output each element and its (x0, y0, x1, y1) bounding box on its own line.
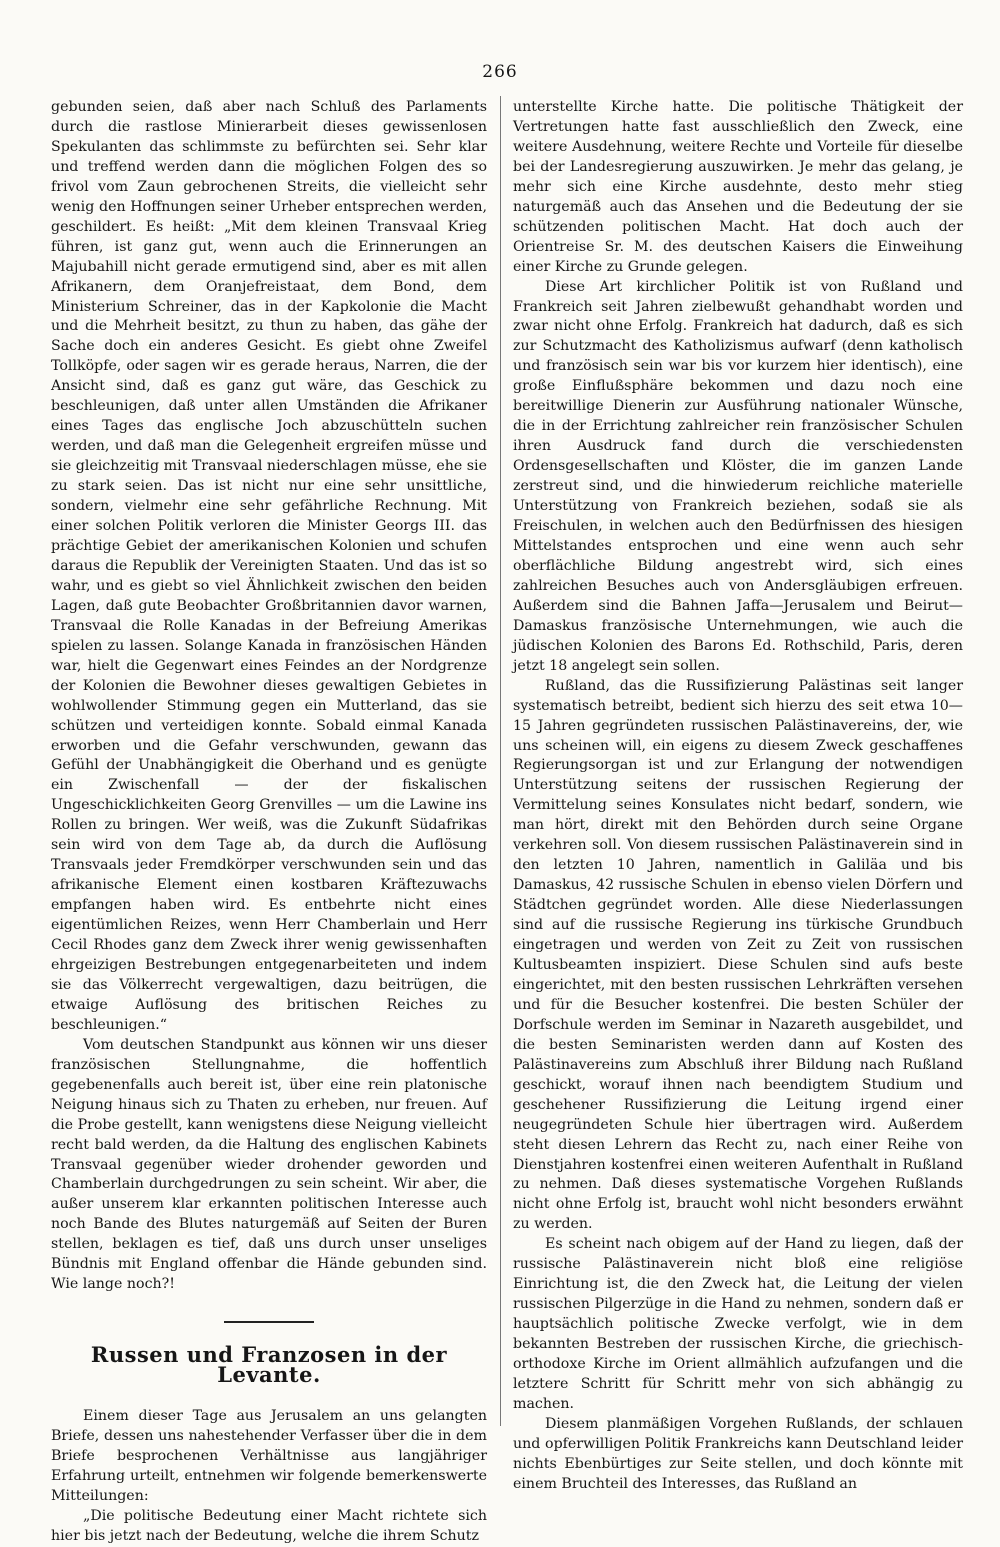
left-paragraph-4: „Die politische Bedeutung einer Macht richtete sich hier bis jetzt nach der Bedeutung, welche die ihrem Schutz (51, 1507, 487, 1544)
left-column (51, 98, 487, 1547)
right-paragraph-4: Es scheint nach obigem auf der Hand zu liegen, daß der russische Palästinaverein nicht bloß eine religiöse Einrichtung ist, die den Zweck hat, die Leitung der vielen russischen Pilgerzüge in die Hand zu nehmen, sondern daß er hauptsächlich politische Zwecke verfolgt, wie in dem bekannten Bestreben der russischen Kirche, die griechisch-orthodoxe Kirche im Orient allmählich aufzufangen und die letztere Schritt für Schritt mehr von sich abhängig zu machen. (513, 1236, 963, 1412)
left-paragraph-3: Einem dieser Tage aus Jerusalem an uns gelangten Briefe, dessen uns nahestehender Verfasser über die in dem Briefe besprochenen Verhältnisse aus langjähriger Erfahrung urteilt, entnehmen wir folgende bemerkenswerte Mitteilungen: (51, 1408, 487, 1504)
right-paragraph-1: unterstellte Kirche hatte. Die politische Thätigkeit der Vertretungen hatte fast ausschließlich den Zweck, eine weitere Ausdehnung, weitere Rechte und Vorteile für dieselbe bei der Landesregierung auszuwirken. Je mehr das gelang, je mehr sich eine Kirche ausdehnte, desto mehr stieg naturgemäß auch das Ansehen und die Bedeutung der sie schützenden politischen Macht. Hat doch auch der Orientreise Sr. M. des deutschen Kaisers die Einweihung einer Kirche zu Grunde gelegen. (513, 99, 963, 275)
left-paragraph-2: Vom deutschen Standpunkt aus können wir uns dieser französischen Stellungnahme, die hoffentlich gegebenenfalls auch bereit ist, über eine rein platonische Neigung hinaus sich zu Thaten zu erheben, nur freuen. Auf die Probe gestellt, kann wenigstens diese Neigung vielleicht recht bald werden, da die Haltung des englischen Kabinets Transvaal gegenüber wieder drohender geworden und Chamberlain durchgedrungen zu sein scheint. Wir aber, die außer unserem klar erkannten politischen Interesse auch noch Bande des Blutes naturgemäß auf Seiten der Buren stellen, beklagen es tief, daß uns durch unser unseliges Bündnis mit England offenbar die Hände gebunden sind. Wie lange noch?! (51, 1036, 487, 1293)
right-paragraph-2: Diese Art kirchlicher Politik ist von Rußland und Frankreich seit Jahren zielbewußt gehandhabt worden und zwar nicht ohne Erfolg. Frankreich hat dadurch, daß es sich zur Schutzmacht des Katholizismus aufwarf (denn katholisch und französisch sein war bis vor kurzem hier identisch), eine große Einflußsphäre bekommen und dazu noch eine bereitwillige Dienerin zur Ausführung nationaler Wünsche, die in der Errichtung zahlreicher rein französischer Schulen ihren Ausdruck fand durch die verschiedensten Ordensgesellschaften und Klöster, die im ganzen Lande zerstreut sind, und die hinwiederum reichliche materielle Unterstützung von Frankreich beziehen, sodaß sie als Freischulen, in welchen auch den Bedürfnissen des hiesigen Mittelstandes entsprochen und eine wenn auch sehr oberflächliche Bildung angestrebt wird, sich eines zahlreichen Besuches auch von Andersgläubigen erfreuen. Außerdem sind die Bahnen Jaffa—Jerusalem und Beirut—Damaskus französische Unternehmungen, wie auch die jüdischen Kolonien des Barons Ed. Rothschild, Paris, deren jetzt 18 angelegt sein sollen. (513, 278, 963, 674)
page-number: 266 (482, 62, 518, 82)
section-divider (224, 1321, 314, 1323)
right-paragraph-3: Rußland, das die Russifizierung Palästinas seit langer systematisch betreibt, bedient sich hierzu des seit etwa 10—15 Jahren gegründeten russischen Palästinavereins, der, wie uns scheinen will, ein eigens zu diesem Zweck geschaffenes Regierungsorgan ist und zur Erlangung der notwendigen Unterstützung seitens der russischen Regierung der Vermittelung seines Konsulates nicht bedarf, sondern, wie man hört, direkt mit den Behörden durch seine Organe verkehren soll. Von diesem russischen Palästinaverein sind in den letzten 10 Jahren, namentlich in Galiläa und bis Damaskus, 42 russische Schulen in ebenso vielen Dörfern und Städtchen gegründet worden. Alle diese Niederlassungen sind auf die russische Regierung ins türkische Grundbuch eingetragen und werden von Zeit zu Zeit von russischen Kultusbeamten inspiziert. Diese Schulen sind aufs beste eingerichtet, mit den besten russischen Lehrkräften versehen und für die Besucher kostenfrei. Die besten Schüler der Dorfschule werden im Seminar in Nazareth ausgebildet, und die besten Seminaristen werden dann auf Kosten des Palästinavereins zum Abschluß ihrer Bildung nach Rußland geschickt, worauf ihnen nach beendigtem Studium und geschehener Russifizierung die Leitung irgend einer neugegründeten Schule hier übertragen wird. Außerdem steht diesen Lehrern das Recht zu, nach einer Reihe von Dienstjahren kostenfrei einen weiteren Aufenthalt in Rußland zu nehmen. Daß dieses systematische Vorgehen Rußlands nicht ohne Erfolg ist, braucht wohl nicht besonders erwähnt zu werden. (513, 677, 963, 1233)
column-divider (500, 96, 501, 1426)
right-paragraph-5: Diesem planmäßigen Vorgehen Rußlands, der schlauen und opferwilligen Politik Frankreichs kann Deutschland leider nichts Ebenbürtiges zur Seite stellen, und doch könnte mit einem Bruchteil des Interesses, das Rußland an (513, 1415, 963, 1492)
right-column (513, 98, 963, 1495)
left-paragraph-1: gebunden seien, daß aber nach Schluß des Parlaments durch die rastlose Minierarbeit dieses gewissenlosen Spekulanten das schlimmste zu befürchten sei. Sehr klar und treffend werden dann die möglichen Folgen des so frivol vom Zaun gebrochenen Streits, die vielleicht sehr wenig den Hoffnungen seiner Urheber entsprechen werden, geschildert. Es heißt: „Mit dem kleinen Transvaal Krieg führen, ist ganz gut, wenn auch die Erinnerungen an Majubahill nicht gerade ermutigend sind, aber es mit allen Afrikanern, dem Oranjefreistaat, dem Bond, dem Ministerium Schreiner, das in der Kapkolonie die Macht und die Mehrheit besitzt, zu thun zu haben, das gähe der Sache doch ein anderes Gesicht. Es giebt ohne Zweifel Tollköpfe, oder sagen wir es gerade heraus, Narren, die der Ansicht sind, daß es ganz gut wäre, das Geschick zu beschleunigen, daß unter allen Umständen die Afrikaner eines Tages das englische Joch abzuschütteln suchen werden, und daß man die Gelegenheit ergreifen müsse und sie gleichzeitig mit Transvaal niederschlagen müsse, ehe sie zu stark seien. Das ist nicht nur eine sehr unsittliche, sondern, vielmehr eine sehr gefährliche Rechnung. Mit einer solchen Politik verloren die Minister Georgs III. das prächtige Gebiet der amerikanischen Kolonien und schufen daraus die Republik der Vereinigten Staaten. Und das ist so wahr, und es giebt so viel Ähnlichkeit zwischen den beiden Lagen, daß gute Beobachter Großbritannien davor warnen, Transvaal die Rolle Kanadas in der Befreiung Amerikas spielen zu lassen. Solange Kanada in französischen Händen war, hielt die Gegenwart eines Feindes an der Nordgrenze der Kolonien die Bewohner dieses gewaltigen Gebietes in wohlwollender Stimmung gegen ein Mutterland, das sie schützen und verteidigen konnte. Sobald einmal Kanada erworben und die Gefahr verschwunden, gewann das Gefühl der Unabhängigkeit die Oberhand und es genügte ein Zwischenfall — der der fiskalischen Ungeschicklichkeiten Georg Grenvilles — um die Lawine ins Rollen zu bringen. Wer weiß, was die Zukunft Südafrikas sein wird von dem Tage ab, da durch die Auflösung Transvaals jeder Fremdkörper verschwunden sein und das afrikanische Element einen kostbaren Kräftezuwachs empfangen haben wird. Es entbehrte nicht eines eigentümlichen Reizes, wenn Herr Chamberlain und Herr Cecil Rhodes ganz dem Zweck ihrer wenig gewissenhaften ehrgeizigen Bestrebungen entgegenarbeiteten und indem sie das Völkerrecht vergewaltigen, dazu beitrügen, die etwaige Auflösung des britischen Reiches zu beschleunigen.“ (51, 99, 487, 1033)
article-title: Russen und Franzosen in der Levante. (90, 1342, 448, 1388)
